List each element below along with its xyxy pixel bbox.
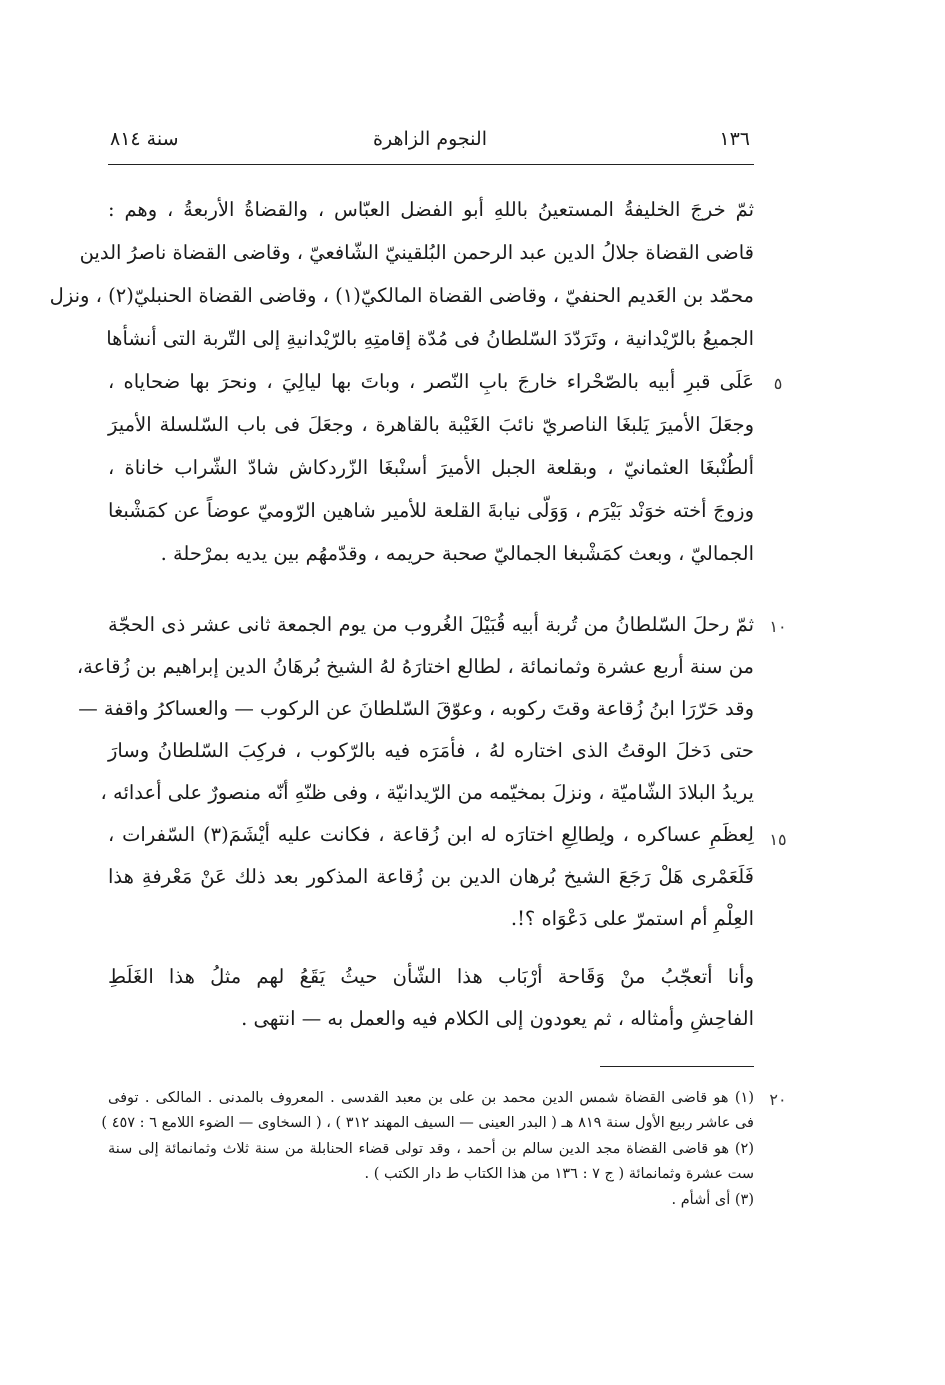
margin-line-number: ١٠ [769,617,787,636]
margin-line-number: ٢٠ [769,1090,787,1109]
text-line: الجماليّ ، وبعث كمَشْبغا الجماليّ صحبة حريمه ، وقدّمهُم بين يديه بمرْحلة . [160,542,754,565]
text-line: يريدُ البلادَ الشّاميّة ، ونزلَ بمخيّمه من الرّيدانيّة ، وفى ظنّهِ أنّه منصورٌ على أعدائه ، [100,781,754,804]
page-number: ١٣٦ [719,128,750,150]
text-line: وجعَلَ الأميرَ يَلبغَا الناصريّ نائبَ الغَيْبة بالقاهرة ، وجعَلَ فى باب السّلسلة الأميرَ [108,413,754,436]
text-line: من سنة أربع عشرة وثمانمائة ، لطالع اختارَهُ لهُ الشيخ بُرهَانُ الدين إبراهيم بن زُقاعة، [76,655,754,678]
book-title: النجوم الزاهرة [373,128,487,150]
year-label: سنة ٨١٤ [110,128,179,150]
text-line: ألطُنْبغَا العثمانيّ ، وبقلعة الجبل الأميرَ أسنْبغَا الزّردكاش شادّ الشّراب خاناة ، [108,456,754,479]
text-line: وزوجَ أخته خوَنْد بَيْرَم ، وَوَلّى نيابةَ القلعة للأمير شاهين الرّوميّ عوضاً عن كمَشْبغا [108,499,754,522]
footnote-2-line-1: (٢) هو قاضى القضاة مجد الدين سالم بن أحمد ، وقد تولى قضاء الحنابلة من سنة ثلاث وثمانمائة إلى سنة [108,1141,754,1157]
running-header [110,128,750,168]
text-line: عَلَى قبرِ أبيه بالصّحْراء خارجَ بابِ النّصر ، وباتَ بها ليالِيَ ، ونحرَ بها ضحاياه ، [108,370,754,393]
footnote-2-line-2: ست عشرة وثمانمائة ( ج ٧ : ١٣٦ من هذا الكتاب ط دار الكتب ) . [364,1166,754,1182]
text-line: محمّد بن العَديم الحنفيّ ، وقاضى القضاة المالكيّ(١) ، وقاضى القضاة الحنبليّ(٢) ، ونزل [49,284,754,307]
text-line: وأنا أتعجّبُ منْ وَقَاحة أرْبَاب هذا الشّأن حيثُ يَقَعُ لهم مثلُ هذا الغَلَطِ [108,965,754,988]
text-line: فَلَعَمْرى هَلْ رَجَعَ الشيخ بُرهان الدين بن زُقاعة المذكور بعد ذلك عَنْ مَعْرفةِ هذا [108,865,754,888]
margin-line-number: ٥ [773,374,783,393]
footnote-rule [600,1066,754,1067]
header-rule [108,164,754,165]
text-line: حتى دَخلَ الوقتُ الذى اختاره لهُ ، فأمَرَه فيه بالرّكوب ، فركِبَ السّلطانُ وسارَ [108,739,754,762]
text-line: الجميعُ بالرّيْدانية ، وتَرَدّدَ السّلطانُ فى مُدّة إقامتِهِ بالرّيْدانيةِ إلى التّربة التى أنشأها [106,327,754,350]
text-line: العِلْمِ أم استمرّ على دَعْوَاه ؟!. [510,907,754,930]
text-line: ثمّ رحلَ السّلطانُ من تُربة أبيه قُبَيْلَ الغُروب من يوم الجمعة ثانى عشر ذى الحجّة [108,613,754,636]
footnote-3: (٣) أى أشأم . [671,1192,754,1208]
text-line: قاضى القضاة جلالُ الدين عبد الرحمن البُلقينيّ الشّافعيّ ، وقاضى القضاة ناصرُ الدين [79,241,754,264]
text-line: الفاحِشِ وأمثاله ، ثم يعودون إلى الكلام فيه والعمل به — انتهى . [241,1007,754,1030]
text-line: لِعظَمِ عساكره ، ولِطالِعِ اختارَه له ابن زُقاعة ، فكانت عليه أيْشَمَ(٣) السّفرات ، [108,823,755,846]
text-line: ثمّ خرجَ الخليفةُ المستعينُ باللهِ أبو الفضل العبّاس ، والقضاةُ الأربعةُ ، وهم : [108,198,754,221]
footnote-1-line-2: فى عاشر ربيع الأول سنة ٨١٩ هـ ( البدر العينى — السيف المهند ٣١٢ ) ، ( السخاوى — الضوء اللامع ٦ : ٤٥٧ ) [101,1115,754,1131]
footnote-1-line-1: (١) هو قاضى القضاة شمس الدين محمد بن على بن معبد القدسى . المعروف بالمدنى . المالكى . توفى [108,1090,754,1106]
margin-line-number: ١٥ [769,830,787,849]
text-line: وقد حَرّرَا ابنُ زُقاعة وقتَ ركوبه ، وعوّقَ السّلطانَ عن الركوب — والعساكرُ واقفة — [78,697,754,720]
